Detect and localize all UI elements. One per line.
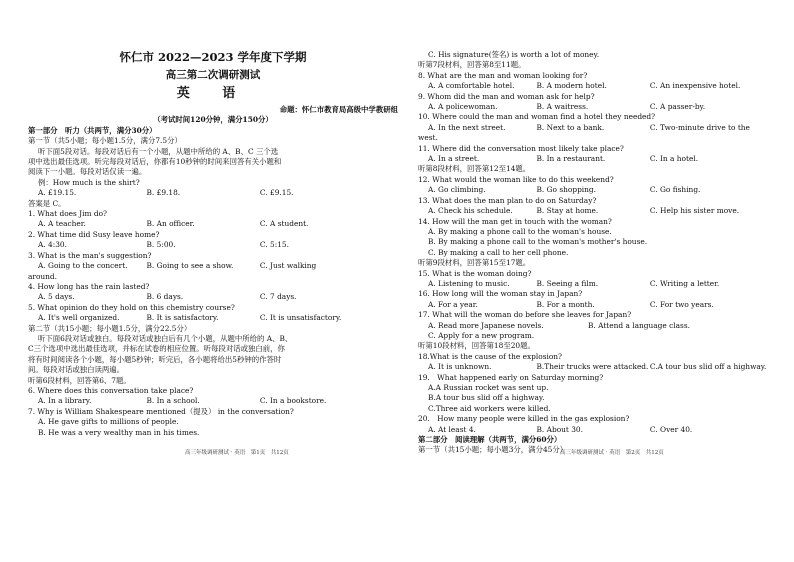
text-line: 1. What does Jim do?: [28, 209, 108, 219]
text-line: 12. What would the woman like to do this weekend?: [418, 174, 614, 184]
text-line: B. By making a phone call to the woman's mother's house.: [428, 237, 648, 247]
text-line: 11. Where did the conversation most likely take place?: [418, 143, 624, 153]
answer-option: B. Seeing a film.: [536, 278, 599, 288]
text-line: 15. What is the woman doing?: [418, 268, 532, 278]
answer-option: B. 6 days.: [146, 292, 184, 302]
answer-options-row: [418, 362, 788, 372]
text-line: 18.What is the cause of the explosion?: [418, 351, 563, 361]
left-page-content: [28, 126, 398, 438]
right-page: [418, 0, 788, 456]
answer-option: B.Their trucks were attacked.: [536, 362, 649, 372]
text-line: 项中选出最佳选项。听完每段对话后，你都有10秒钟的时间来回答有关小题和: [28, 157, 282, 167]
answer-option: A. For a year.: [428, 299, 478, 309]
answer-option: A. Go climbing.: [428, 185, 486, 195]
left-page-footer: 高三年级调研测试 · 英语 第1页 共12页: [185, 450, 289, 456]
answer-option: A. A policewoman.: [428, 102, 498, 112]
answer-option: B. Attend a language class.: [588, 320, 690, 330]
answer-options-row: [418, 102, 788, 112]
answer-option: A. Read more Japanese novels.: [428, 320, 544, 330]
answer-option: A. Check his schedule.: [428, 206, 513, 216]
text-line: 听下面6段对话或独白。每段对话或独白后有几个小题，从题中所给的 A、B、: [38, 333, 293, 343]
text-line: A.A Russian rocket was sent up.: [428, 383, 549, 392]
answer-option: B. About 30.: [536, 424, 583, 434]
text-line: 20. How many people were killed in the gas explosion?: [418, 414, 630, 424]
answer-option: B. Next to a bank.: [536, 122, 605, 132]
text-line: 14. How will the man get in touch with the woman?: [418, 216, 612, 226]
answer-options-row: [418, 321, 788, 331]
answer-option: C. In a bookstore.: [259, 396, 327, 406]
exam-info: （考试时间120分钟，满分150分）: [153, 115, 273, 125]
answer-option: A. Going to the concert.: [38, 261, 128, 271]
text-line: 9. Whom did the man and woman ask for help?: [418, 91, 595, 101]
text-line: west.: [418, 133, 438, 143]
answer-option: A. In a library.: [38, 396, 92, 406]
right-page-content: [418, 50, 788, 456]
section-heading: 第二部分 阅读理解（共两节，满分60分）: [418, 435, 562, 445]
answer-option: B. In a school.: [146, 396, 200, 406]
answer-option: C. It is unsatisfactory.: [259, 313, 342, 323]
text-line: 第一节（共15小题；每小题3分，满分45分）: [418, 445, 568, 455]
answer-option: A. In a street.: [428, 154, 480, 164]
answer-option: A. £19.15.: [38, 188, 77, 198]
answer-option: C. For two years.: [649, 299, 714, 309]
answer-options-row: [28, 261, 398, 271]
text-line: 2. What time did Susy leave home?: [28, 229, 160, 239]
text-line: 8. What are the man and woman looking for?: [418, 70, 588, 80]
answer-option: A. A teacher.: [38, 219, 86, 229]
answer-options-row: [418, 185, 788, 195]
text-line: 听第10段材料，回答第18至20题。: [418, 341, 535, 351]
answer-options-row: [418, 154, 788, 164]
text-line: 19. What happened early on Saturday morning?: [418, 372, 604, 382]
answer-option: C. In a hotel.: [649, 154, 699, 164]
answer-option: A. 4:30.: [38, 240, 67, 250]
text-line: around.: [28, 271, 57, 281]
text-line: C. Apply for a new program.: [428, 330, 535, 340]
text-line: C.Three aid workers were killed.: [428, 403, 551, 413]
answer-option: A. In the next street.: [428, 122, 506, 132]
text-line: 阅读下一小题。每段对话仅读一遍。: [28, 167, 147, 177]
text-line: 第一节（共5小题；每小题1.5分，满分7.5分）: [28, 136, 182, 146]
text-line: B. He was a very wealthy man in his times.: [38, 427, 200, 437]
text-line: 10. Where could the man and woman find a hotel they needed?: [418, 112, 656, 122]
answer-option: B. A waitress.: [536, 102, 589, 112]
answer-option: A. It's well organized.: [38, 313, 120, 323]
text-line: B.A tour bus slid off a highway.: [428, 393, 545, 403]
text-line: 第二节（共15小题；每小题1.5分，满分22.5分）: [28, 323, 192, 333]
answer-option: C. 5:15.: [259, 240, 289, 250]
text-line: 间。每段对话或独白读两遍。: [28, 365, 125, 375]
text-line: 听第6段材料，回答第6、7题。: [28, 375, 131, 385]
text-line: C. By making a call to her cell phone.: [428, 247, 569, 257]
text-line: 3. What is the man's suggestion?: [28, 250, 152, 260]
answer-option: C. Go fishing.: [649, 185, 701, 195]
answer-option: C. Just walking: [259, 261, 317, 271]
answer-option: B. 5:00.: [146, 240, 176, 250]
answer-option: C. Writing a letter.: [649, 278, 720, 288]
exam-committee: 命题：怀仁市教育局高级中学教研组: [279, 105, 398, 114]
answer-options-row: [28, 396, 398, 406]
text-line: 17. What will the woman do before she leaves for Japan?: [418, 310, 632, 320]
answer-options-row: [28, 188, 398, 198]
section-heading: 第一部分 听力（共两节，满分30分）: [28, 125, 157, 135]
text-line: 听下面5段对话。每段对话后有一个小题，从题中所给的 A、B、C 三个选: [38, 146, 279, 156]
answer-option: B. It is satisfactory.: [146, 313, 219, 323]
text-line: 听第9段材料，回答第15至17题。: [418, 258, 531, 268]
text-line: 13. What does the man plan to do on Saturday?: [418, 195, 597, 205]
answer-option: A. At least 4.: [428, 424, 476, 434]
answer-option: C. Over 40.: [649, 424, 693, 434]
answer-option: C. £9.15.: [259, 188, 294, 198]
answer-option: C. A passer-by.: [649, 102, 706, 112]
right-page-footer: 高三年级调研测试 · 英语 第2页 共12页: [560, 450, 664, 456]
answer-options-row: [418, 300, 788, 310]
answer-option: A. It is unknown.: [428, 362, 492, 372]
answer-options-row: [28, 313, 398, 323]
answer-option: B. Stay at home.: [536, 206, 599, 216]
left-page: [28, 0, 398, 438]
text-line: C三个选项中选出最佳选项，并标在试卷的相应位置。听每段对话或独白前，你: [28, 344, 285, 354]
answer-option: C. Two-minute drive to the: [649, 122, 750, 132]
answer-options-row: [418, 425, 788, 435]
text-line: 答案是 C。: [28, 198, 66, 208]
text-line: 5. What opinion do they hold on this chemistry course?: [28, 302, 235, 312]
answer-option: B. £9.18.: [146, 188, 181, 198]
answer-options-row: [418, 123, 788, 133]
answer-option: B. Go shopping.: [536, 185, 597, 195]
exam-title-test-name: 高三第二次调研测试: [165, 69, 261, 81]
answer-options-row: [418, 206, 788, 216]
answer-option: B. For a month.: [536, 299, 595, 309]
answer-option: A. A comfortable hotel.: [428, 81, 515, 91]
answer-option: C. Help his sister move.: [649, 206, 740, 216]
text-line: A. By making a phone call to the woman's house.: [428, 226, 612, 236]
exam-title-subject: 英 语: [176, 86, 250, 101]
text-line: A. He gave gifts to millions of people.: [38, 417, 179, 427]
text-line: 听第8段材料，回答第12至14题。: [418, 164, 531, 174]
answer-option: B. In a restaurant.: [536, 154, 606, 164]
answer-option: C. A student.: [259, 219, 309, 229]
answer-options-row: [28, 292, 398, 302]
answer-options-row: [418, 279, 788, 289]
answer-options-row: [28, 240, 398, 250]
text-line: 4. How long has the rain lasted?: [28, 281, 150, 291]
text-line: 6. Where does this conversation take place?: [28, 385, 194, 395]
text-line: 例：How much is the shirt?: [38, 177, 140, 187]
text-line: C. His signature(签名) is worth a lot of money.: [428, 50, 600, 59]
text-line: 7. Why is William Shakespeare mentioned（提及） in the conversation?: [28, 406, 294, 416]
exam-title-region-year: 怀仁市 2022—2023 学年度下学期: [119, 50, 307, 64]
answer-options-row: [28, 219, 398, 229]
text-line: 16. How long will the woman stay in Japan?: [418, 289, 583, 299]
answer-option: C.A tour bus slid off a highway.: [649, 362, 767, 372]
answer-option: B. Going to see a show.: [146, 261, 234, 271]
answer-option: A. 5 days.: [38, 292, 75, 302]
answer-option: A. Listening to music.: [428, 278, 510, 288]
answer-option: C. 7 days.: [259, 292, 297, 302]
text-line: 听第7段材料，回答第8至11题。: [418, 60, 526, 70]
text-line: 将有时间阅读各个小题，每小题5秒钟；听完后，各小题将给出5秒钟的作答时: [28, 354, 282, 364]
answer-option: B. An officer.: [146, 219, 195, 229]
answer-option: C. An inexpensive hotel.: [649, 81, 741, 91]
answer-options-row: [418, 81, 788, 91]
answer-option: B. A modern hotel.: [536, 81, 607, 91]
